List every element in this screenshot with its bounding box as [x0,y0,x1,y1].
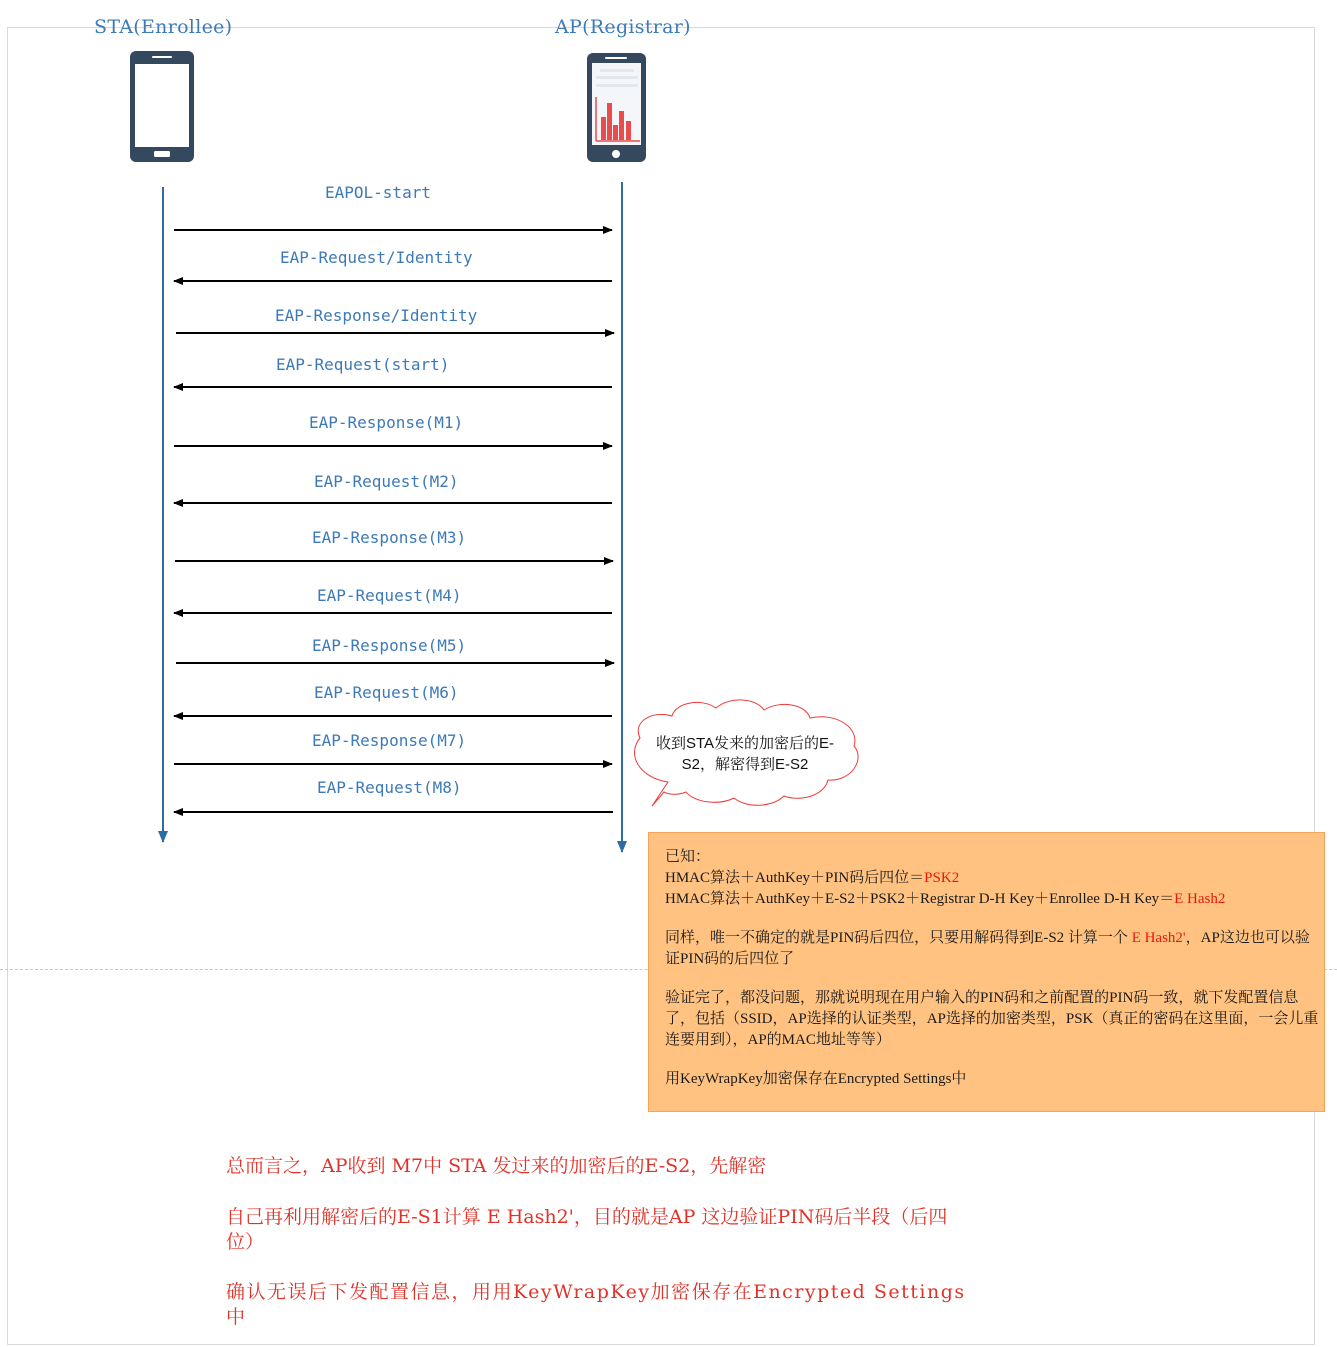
phone-chart-icon [587,53,646,162]
note-paragraph-verify: 同样，唯一不确定的就是PIN码后四位，只要用解码得到E-S2 计算一个 E Hash2'，AP这边也可以验证PIN码的后四位了 [665,930,1310,967]
message-label: EAP-Request(start) [276,355,450,374]
note-formula-2: HMAC算法＋AuthKey＋E-S2＋PSK2＋Registrar D-H Key＋Enrollee D-H Key＝E Hash2 [665,891,1226,907]
message-label: EAP-Request/Identity [280,248,473,267]
note-known: 已知： [665,849,711,865]
message-label: EAP-Request(M8) [317,778,462,797]
message-label: EAPOL-start [325,183,431,202]
actor-ap-label: AP(Registrar) [555,16,691,38]
message-label: EAP-Request(M2) [314,472,459,491]
summary-line-2: 自己再利用解密后的E-S1计算 E Hash2'，目的就是AP 这边验证PIN码后半段（后四位） [226,1206,948,1253]
message-label: EAP-Request(M4) [317,586,462,605]
message-label: EAP-Response(M1) [309,413,464,432]
summary-line-1: 总而言之，AP收到 M7中 STA 发过来的加密后的E-S2，先解密 [226,1155,767,1177]
note-formula-1: HMAC算法＋AuthKey＋PIN码后四位＝PSK2 [665,870,960,886]
summary-line-3: 确认无误后下发配置信息，用用KeyWrapKey加密保存在Encrypted Settings中 [226,1281,966,1328]
message-label: EAP-Request(M6) [314,683,459,702]
message-label: EAP-Response(M3) [312,528,467,547]
note-paragraph-config: 验证完了，都没问题，那就说明现在用户输入的PIN码和之前配置的PIN码一致，就下发配置信息了，包括（SSID，AP选择的认证类型，AP选择的加密类型，PSK（真正的密码在这里面，一会儿重连要用到），AP的MAC地址等等） [665,990,1319,1048]
message-label: EAP-Response(M7) [312,731,467,750]
message-label: EAP-Response(M5) [312,636,467,655]
actor-sta-label: STA(Enrollee) [94,16,233,38]
phone-icon [130,51,194,162]
message-label: EAP-Response/Identity [275,306,478,325]
note-paragraph-encrypt: 用KeyWrapKey加密保存在Encrypted Settings中 [665,1071,967,1087]
callout-text: 收到STA发来的加密后的E-S2，解密得到E-S2 [655,735,835,773]
explanation-note [648,832,1325,1112]
